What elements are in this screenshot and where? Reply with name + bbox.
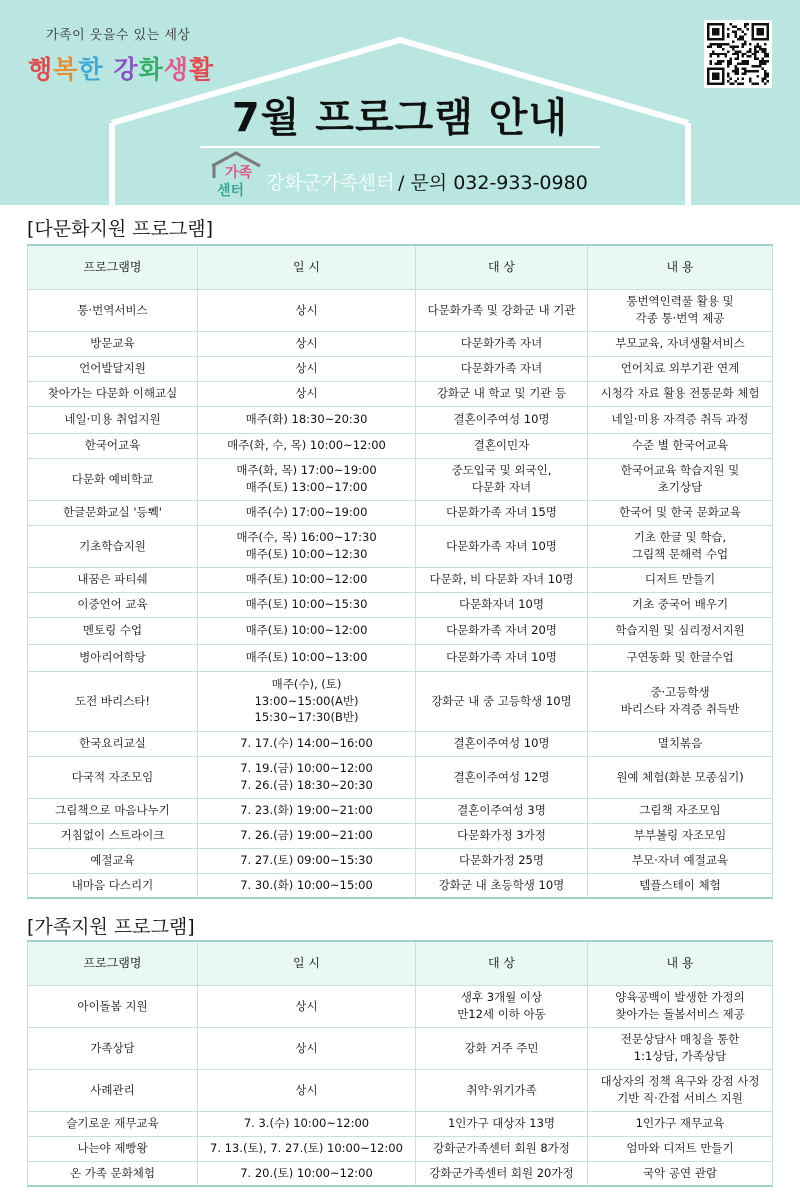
date-cell	[198, 1136, 416, 1161]
content-cell	[588, 1069, 773, 1111]
date-line: 7. 19.(금) 10:00~12:00	[240, 761, 373, 776]
target-cell	[416, 500, 588, 525]
column-header-content: 내 용	[588, 245, 773, 289]
content-line: 템플스테이 체험	[639, 877, 721, 892]
date-line: 7. 26.(금) 19:00~21:00	[240, 828, 373, 843]
target-cell	[416, 1069, 588, 1111]
content-line: 학습지원 및 심리정서지원	[615, 623, 745, 638]
program-name-cell: 온 가족 문화체험	[28, 1161, 198, 1186]
target-line: 결혼이주여성 10명	[453, 412, 550, 427]
content-cell	[588, 873, 773, 898]
program-name-cell: 기초학습지원	[28, 525, 198, 567]
date-cell	[198, 756, 416, 798]
date-cell	[198, 823, 416, 848]
content-cell	[588, 433, 773, 458]
date-cell	[198, 356, 416, 381]
table-row	[28, 671, 773, 731]
table-row	[28, 1027, 773, 1069]
center-name: 강화군가족센터	[266, 172, 395, 194]
logo-char: 화	[138, 55, 164, 84]
program-name-cell: 가족상담	[28, 1027, 198, 1069]
date-line: 상시	[295, 336, 318, 351]
date-line: 15:30~17:30(B반)	[254, 710, 359, 725]
program-name-cell: 한글문화교실 '등쀅'	[28, 500, 198, 525]
target-line: 강화군가족센터 회원 20가정	[429, 1165, 574, 1180]
content-line: 한국어 및 한국 문화교육	[618, 505, 742, 520]
target-line: 강화 거주 주민	[464, 1040, 539, 1055]
table-row	[28, 331, 773, 356]
content-line: 부부볼링 자조모임	[633, 828, 727, 843]
date-line: 7. 20.(토) 10:00~12:00	[240, 1165, 373, 1180]
date-line: 매주(토) 10:00~13:00	[245, 650, 368, 665]
table-row	[28, 525, 773, 567]
table-row	[28, 848, 773, 873]
table-row	[28, 458, 773, 500]
target-cell	[416, 458, 588, 500]
target-line: 결혼이주여성 10명	[453, 736, 550, 751]
content-line: 기초 한글 및 학습,	[633, 530, 727, 545]
table-row	[28, 1111, 773, 1136]
content-cell	[588, 331, 773, 356]
content-cell	[588, 289, 773, 331]
date-cell	[198, 331, 416, 356]
program-name-cell: 슬기로운 재무교육	[28, 1111, 198, 1136]
date-line: 매주(토) 10:00~12:00	[245, 623, 368, 638]
program-name-cell: 다국적 자조모임	[28, 756, 198, 798]
date-line: 13:00~15:00(A반)	[254, 693, 359, 708]
logo-text-center: 센터	[217, 183, 245, 199]
program-name-cell: 한국어교육	[28, 433, 198, 458]
program-name-cell: 아이돌봄 지원	[28, 985, 198, 1027]
target-cell	[416, 756, 588, 798]
target-cell	[416, 381, 588, 406]
program-name-cell: 거침없이 스트라이크	[28, 823, 198, 848]
content-cell	[588, 985, 773, 1027]
target-line: 강화군 내 초등학생 10명	[438, 877, 565, 892]
column-header-content: 내 용	[588, 941, 773, 985]
target-line: 다문화가족 자녀 20명	[446, 623, 557, 638]
table-row	[28, 985, 773, 1027]
table-header-row	[28, 941, 773, 985]
table-row	[28, 731, 773, 756]
date-cell	[198, 406, 416, 433]
program-name-cell: 나는야 제빵왕	[28, 1136, 198, 1161]
content-line: 디저트 만들기	[644, 572, 716, 587]
target-cell	[416, 289, 588, 331]
target-line: 다문화가족 자녀 10명	[446, 650, 557, 665]
content-line: 그림책 문해력 수업	[631, 547, 729, 561]
target-line: 취약·위기가족	[466, 1082, 537, 1097]
target-line: 강화군 내 학교 및 기관 등	[436, 386, 567, 401]
program-name-cell: 언어발달지원	[28, 356, 198, 381]
content-line: 국악 공연 관람	[643, 1165, 717, 1180]
date-line: 매주(수), (토)	[271, 676, 342, 691]
program-name-cell: 사례관리	[28, 1069, 198, 1111]
date-cell	[198, 567, 416, 592]
table-row	[28, 823, 773, 848]
content-line: 각종 통·번역 제공	[635, 311, 725, 325]
program-name-cell: 통·번역서비스	[28, 289, 198, 331]
column-header-program: 프로그램명	[28, 245, 198, 289]
inquiry-phone: / 문의 032-933-0980	[398, 172, 588, 194]
program-name-cell: 네일·미용 취업지원	[28, 406, 198, 433]
header-banner	[0, 0, 800, 205]
program-name-cell: 멘토링 수업	[28, 617, 198, 644]
table-row	[28, 1161, 773, 1186]
content-line: 네일·미용 자격증 취득 과정	[611, 412, 749, 427]
content-line: 바리스타 자격증 취득반	[620, 702, 740, 716]
target-cell	[416, 731, 588, 756]
date-cell	[198, 289, 416, 331]
program-name-cell: 도전 바리스타!	[28, 671, 198, 731]
column-header-date: 일 시	[198, 245, 416, 289]
page-title: 7월 프로그램 안내	[231, 95, 569, 141]
content-cell	[588, 1027, 773, 1069]
date-cell	[198, 592, 416, 617]
content-cell	[588, 406, 773, 433]
target-line: 다문화가족 및 강화군 내 기관	[427, 302, 576, 317]
multicultural-section-title: [다문화지원 프로그램]	[27, 218, 214, 240]
content-line: 그림책 자조모임	[639, 803, 721, 818]
content-line: 시청각 자료 활용 전통문화 체험	[600, 386, 760, 401]
program-name-cell: 내마음 다스리기	[28, 873, 198, 898]
date-cell	[198, 381, 416, 406]
program-name-cell: 예절교육	[28, 848, 198, 873]
column-header-target: 대 상	[416, 245, 588, 289]
target-cell	[416, 525, 588, 567]
target-cell	[416, 356, 588, 381]
target-cell	[416, 433, 588, 458]
content-cell	[588, 1161, 773, 1186]
logo-char: 행	[28, 55, 54, 84]
target-line: 만12세 이하 아동	[457, 1007, 546, 1021]
date-cell	[198, 500, 416, 525]
target-line: 다문화가족 자녀 10명	[446, 538, 557, 553]
content-line: 찾아가는 돌봄서비스 제공	[615, 1007, 745, 1021]
program-name-cell: 방문교육	[28, 331, 198, 356]
target-line: 결혼이주여성 12명	[453, 769, 550, 784]
date-line: 7. 23.(화) 19:00~21:00	[240, 803, 373, 818]
target-line: 중도입국 및 외국인,	[451, 463, 552, 478]
content-cell	[588, 671, 773, 731]
content-cell	[588, 592, 773, 617]
content-line: 언어치료 외부기관 연계	[620, 361, 740, 376]
date-line: 상시	[295, 386, 318, 401]
target-cell	[416, 1111, 588, 1136]
table-row	[28, 1136, 773, 1161]
content-line: 원예 체험(화분 모종심기)	[616, 769, 744, 784]
content-line: 전문상담사 매칭을 통한	[620, 1032, 740, 1047]
content-cell	[588, 525, 773, 567]
target-cell	[416, 592, 588, 617]
target-line: 다문화, 비 다문화 자녀 10명	[429, 572, 574, 587]
qr-code-icon[interactable]	[704, 20, 772, 88]
content-line: 초기상담	[657, 480, 703, 494]
target-cell	[416, 848, 588, 873]
table-row	[28, 356, 773, 381]
date-cell	[198, 731, 416, 756]
date-line: 상시	[295, 361, 318, 376]
date-line: 7. 27.(토) 09:00~15:30	[240, 853, 373, 868]
date-cell	[198, 433, 416, 458]
target-line: 다문화 자녀	[471, 480, 532, 494]
table-row	[28, 1069, 773, 1111]
multicultural-program-table	[27, 244, 773, 899]
date-line: 7. 30.(화) 10:00~15:00	[240, 877, 373, 892]
date-cell	[198, 458, 416, 500]
date-line: 7. 26.(금) 18:30~20:30	[240, 778, 373, 792]
program-name-cell: 내꿈은 파티쉐	[28, 567, 198, 592]
family-program-table	[27, 940, 773, 1187]
date-cell	[198, 848, 416, 873]
brand-logo	[28, 50, 214, 86]
target-cell	[416, 671, 588, 731]
date-cell	[198, 798, 416, 823]
content-cell	[588, 1136, 773, 1161]
program-name-cell: 그림책으로 마음나누기	[28, 798, 198, 823]
target-line: 생후 3개월 이상	[460, 990, 543, 1005]
content-line: 1인가구 재무교육	[635, 1116, 725, 1131]
logo-char: 생	[163, 55, 189, 84]
date-line: 상시	[295, 1040, 318, 1055]
date-cell	[198, 1069, 416, 1111]
logo-char: 강	[113, 55, 139, 84]
date-line: 매주(수) 17:00~19:00	[245, 505, 368, 520]
table-row	[28, 289, 773, 331]
table-row	[28, 873, 773, 898]
family-center-logo-icon	[208, 150, 264, 200]
target-cell	[416, 985, 588, 1027]
target-cell	[416, 823, 588, 848]
target-line: 다문화가족 자녀 15명	[446, 505, 557, 520]
target-line: 다문화자녀 10명	[459, 597, 544, 612]
content-cell	[588, 848, 773, 873]
content-line: 수준 별 한국어교육	[631, 438, 729, 453]
content-cell	[588, 356, 773, 381]
target-cell	[416, 406, 588, 433]
date-line: 매주(화, 목) 17:00~19:00	[236, 463, 377, 478]
date-cell	[198, 1111, 416, 1136]
tagline: 가족이 웃을수 있는 세상	[46, 28, 191, 43]
target-cell	[416, 1161, 588, 1186]
target-cell	[416, 644, 588, 671]
table-row	[28, 406, 773, 433]
content-line: 부모교육, 자녀생활서비스	[615, 336, 745, 351]
date-line: 매주(토) 10:00~15:30	[245, 597, 368, 612]
date-line: 매주(수, 목) 16:00~17:30	[236, 530, 377, 545]
date-cell	[198, 617, 416, 644]
target-cell	[416, 567, 588, 592]
content-cell	[588, 644, 773, 671]
date-line: 7. 3.(수) 10:00~12:00	[243, 1116, 370, 1131]
content-cell	[588, 731, 773, 756]
target-line: 강화군 내 중 고등학생 10명	[431, 693, 572, 708]
date-line: 상시	[295, 1082, 318, 1097]
date-cell	[198, 644, 416, 671]
table-row	[28, 592, 773, 617]
target-line: 다문화가족 자녀	[460, 361, 543, 376]
target-line: 결혼이주여성 3명	[457, 803, 546, 818]
target-line: 다문화가족 자녀	[460, 336, 543, 351]
date-line: 상시	[295, 302, 318, 317]
date-line: 7. 13.(토), 7. 27.(토) 10:00~12:00	[210, 1141, 403, 1156]
target-line: 결혼이민자	[473, 438, 530, 453]
content-cell	[588, 500, 773, 525]
table-row	[28, 500, 773, 525]
target-cell	[416, 331, 588, 356]
column-header-date: 일 시	[198, 941, 416, 985]
content-cell	[588, 458, 773, 500]
date-cell	[198, 985, 416, 1027]
target-cell	[416, 798, 588, 823]
target-line: 다문화가정 3가정	[457, 828, 546, 843]
content-cell	[588, 567, 773, 592]
content-cell	[588, 798, 773, 823]
table-row	[28, 617, 773, 644]
date-cell	[198, 1161, 416, 1186]
logo-char: 활	[188, 55, 215, 84]
date-line: 매주(토) 10:00~12:30	[245, 547, 368, 561]
family-section-title: [가족지원 프로그램]	[27, 916, 195, 938]
table-row	[28, 798, 773, 823]
target-cell	[416, 1136, 588, 1161]
content-line: 기반 직·간접 서비스 지원	[617, 1091, 743, 1105]
content-line: 부모·자녀 예절교육	[631, 853, 729, 868]
date-line: 상시	[295, 998, 318, 1013]
content-cell	[588, 1111, 773, 1136]
target-cell	[416, 617, 588, 644]
content-line: 구연동화 및 한글수업	[626, 650, 734, 665]
program-name-cell: 이중언어 교육	[28, 592, 198, 617]
table-row	[28, 756, 773, 798]
logo-char: 복	[53, 55, 79, 84]
content-line: 한국어교육 학습지원 및	[620, 463, 740, 478]
date-cell	[198, 525, 416, 567]
content-line: 기초 중국어 배우기	[631, 597, 729, 612]
content-cell	[588, 823, 773, 848]
date-cell	[198, 671, 416, 731]
table-row	[28, 433, 773, 458]
content-cell	[588, 381, 773, 406]
content-line: 멸치볶음	[657, 736, 703, 751]
program-name-cell: 한국요리교실	[28, 731, 198, 756]
date-cell	[198, 873, 416, 898]
date-line: 매주(토) 13:00~17:00	[245, 480, 368, 494]
date-cell	[198, 1027, 416, 1069]
target-line: 다문화가정 25명	[459, 853, 544, 868]
table-row	[28, 644, 773, 671]
date-line: 7. 17.(수) 14:00~16:00	[240, 736, 373, 751]
content-line: 중·고등학생	[650, 685, 710, 700]
program-name-cell: 찾아가는 다문화 이해교실	[28, 381, 198, 406]
date-line: 매주(토) 10:00~12:00	[245, 572, 368, 587]
program-name-cell: 다문화 예비학교	[28, 458, 198, 500]
target-line: 1인가구 대상자 13명	[447, 1116, 556, 1131]
target-cell	[416, 873, 588, 898]
date-line: 매주(화) 18:30~20:30	[245, 412, 368, 427]
logo-char: 한	[78, 55, 104, 84]
date-line: 매주(화, 수, 목) 10:00~12:00	[227, 438, 386, 453]
content-line: 엄마와 디저트 만들기	[626, 1141, 734, 1156]
column-header-target: 대 상	[416, 941, 588, 985]
content-line: 양육공백이 발생한 가정의	[615, 990, 745, 1005]
program-name-cell: 병아리어학당	[28, 644, 198, 671]
table-header-row	[28, 245, 773, 289]
target-cell	[416, 1027, 588, 1069]
content-cell	[588, 617, 773, 644]
content-line: 1:1상담, 가족상담	[633, 1049, 727, 1063]
column-header-program: 프로그램명	[28, 941, 198, 985]
content-cell	[588, 756, 773, 798]
title-divider	[200, 146, 600, 148]
table-row	[28, 381, 773, 406]
logo-text-family: 가족	[225, 165, 253, 181]
table-row	[28, 567, 773, 592]
content-line: 대상자의 정책 욕구와 강점 사정	[600, 1074, 760, 1089]
target-line: 강화군가족센터 회원 8가정	[433, 1141, 570, 1156]
content-line: 통번역인력풀 활용 및	[626, 294, 734, 309]
